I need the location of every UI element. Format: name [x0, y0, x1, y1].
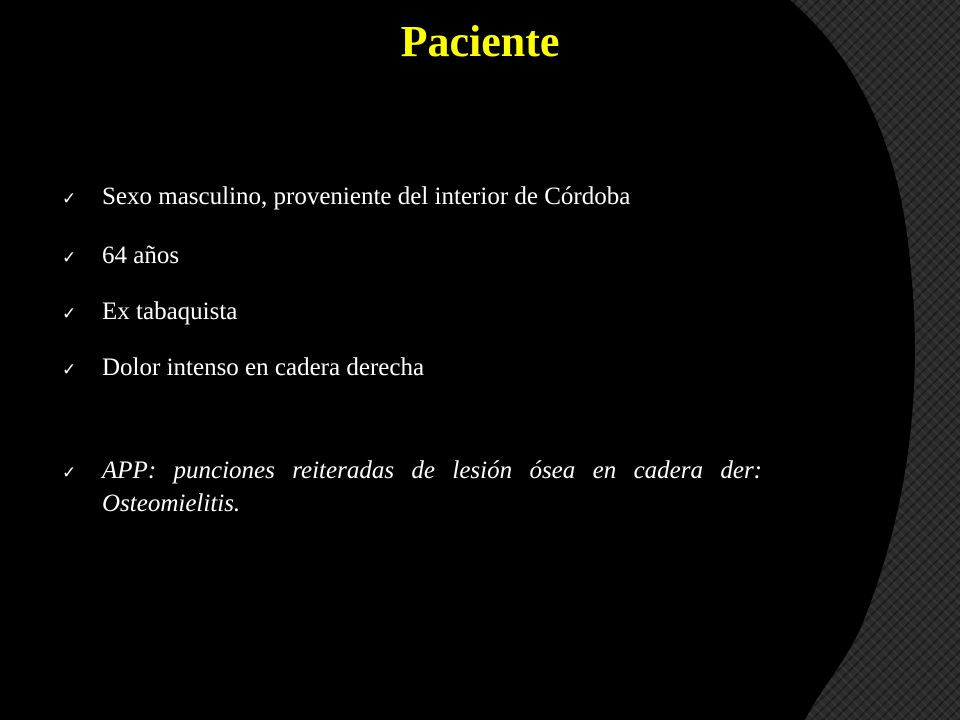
bullet-text: Dolor intenso en cadera derecha [102, 354, 425, 381]
slide-title: Paciente [400, 17, 560, 66]
bullet-item [62, 295, 762, 328]
checkmark-icon: ✓ [62, 360, 77, 380]
checkmark-icon: ✓ [62, 304, 77, 324]
bullet-text: Sexo masculino, proveniente del interior de Córdoba [102, 183, 631, 210]
bullet-item [62, 454, 762, 520]
bullet-item [62, 239, 762, 272]
checkmark-icon: ✓ [62, 189, 77, 209]
bullet-item [62, 351, 762, 384]
bullet-text: APP: punciones reiteradas de lesión ósea en cadera der: Osteomielitis. [102, 457, 762, 517]
bullet-text: 64 años [102, 242, 180, 269]
checkmark-icon: ✓ [62, 248, 77, 268]
bullet-list [62, 180, 762, 520]
bullet-item [62, 180, 762, 213]
bullet-text: Ex tabaquista [102, 298, 238, 325]
checkmark-icon: ✓ [62, 463, 77, 483]
